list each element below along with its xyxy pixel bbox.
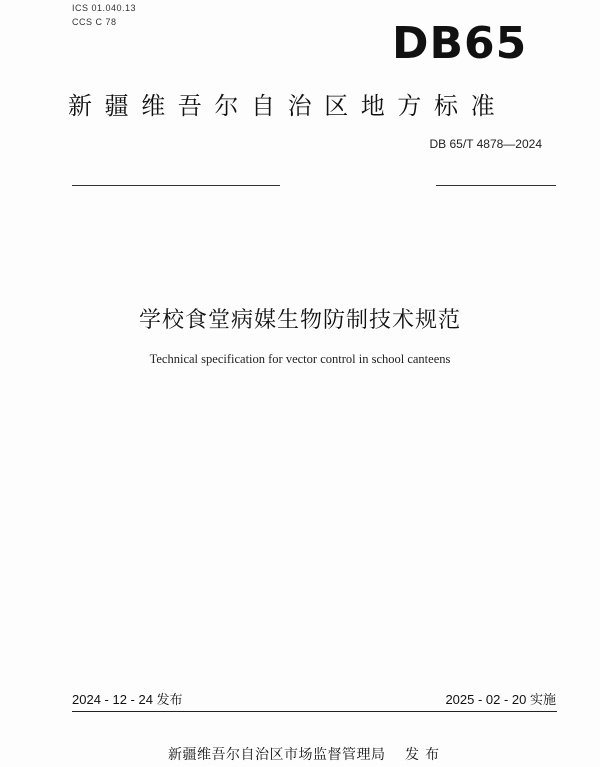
db65-logo: DB65 bbox=[392, 18, 528, 69]
publish-label: 发布 bbox=[405, 747, 445, 763]
ics-code: ICS 01.040.13 bbox=[72, 3, 137, 13]
standard-title-chinese: 学校食堂病媒生物防制技术规范 bbox=[138, 308, 461, 333]
standard-title-english: Technical specification for vector control in school canteens bbox=[149, 352, 451, 366]
footer-rule bbox=[72, 711, 557, 712]
issue-date: 2024 - 12 - 24 发布 bbox=[72, 692, 183, 707]
issuer-title: 新疆维吾尔自治区地方标准 bbox=[68, 92, 508, 120]
header-rule-left bbox=[72, 185, 280, 186]
standard-number: DB 65/T 4878—2024 bbox=[429, 137, 542, 151]
ccs-code: CCS C 78 bbox=[72, 17, 117, 27]
publisher-name: 新疆维吾尔自治区市场监督管理局 bbox=[168, 747, 386, 763]
header-rule-right bbox=[436, 185, 556, 186]
implementation-date: 2025 - 02 - 20 实施 bbox=[445, 692, 556, 707]
